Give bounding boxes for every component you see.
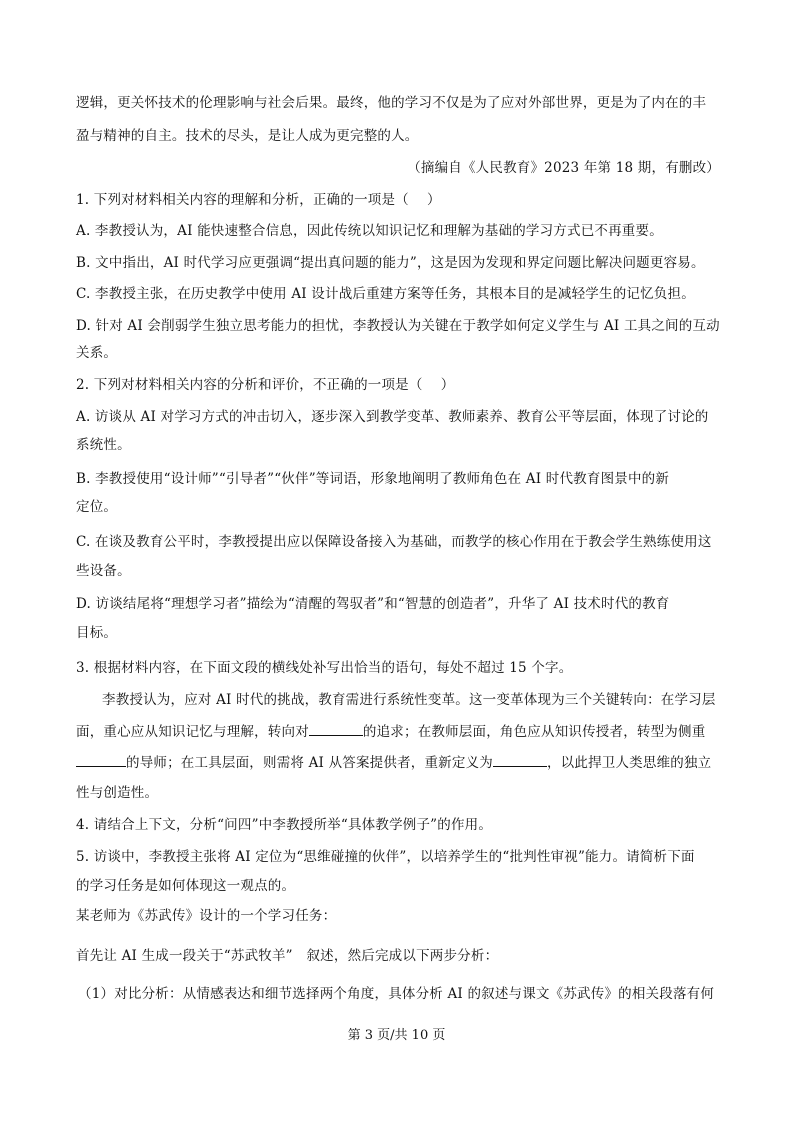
q3-text: 的追求；在教师层面，角色应从知识传授者，转型为侧重: [362, 724, 706, 740]
text-line: 盈与精神的自主。技术的尽头，是让人成为更完整的人。: [76, 128, 419, 144]
task-analysis-1: （1）对比分析：从情感表达和细节选择两个角度，具体分析 AI 的叙述与课文《苏武传》的相关段落有何: [78, 986, 715, 1002]
question-3: 3. 根据材料内容，在下面文段的横线处补写出恰当的语句，每处不超过 15 个字。: [76, 660, 573, 676]
question-5-cont: 的学习任务是如何体现这一观点的。: [76, 878, 296, 894]
q3-text: 的导师；在工具层面，则需将 AI 从答案提供者，重新定义为: [126, 755, 493, 771]
option-a-cont: 系统性。: [76, 437, 131, 453]
task-intro: 某老师为《苏武传》设计的一个学习任务：: [76, 908, 337, 924]
option-c: C. 李教授主张，在历史教学中使用 AI 设计战后重建方案等任务，其根本目的是减轻学生的记忆负担。: [76, 286, 695, 302]
q3-text: 面，重心应从知识记忆与理解，转向对: [76, 724, 309, 740]
q3-text: ，以此捍卫人类思维的独立: [546, 755, 712, 771]
question-4: 4. 请结合上下文，分析“问四”中李教授所举“具体教学例子”的作用。: [76, 817, 493, 833]
page-number: 第 3 页/共 10 页: [347, 1028, 446, 1043]
q3-paragraph-line: 李教授认为，应对 AI 时代的挑战，教育需进行系统性变革。这一变革体现为三个关键转向：在学习层: [102, 692, 716, 708]
source-citation: （摘编自《人民教育》2023 年第 18 期，有删改）: [407, 160, 720, 176]
question-2: 2. 下列对材料相关内容的分析和评价，不正确的一项是（ ）: [76, 377, 455, 393]
option-b: B. 文中指出，AI 时代学习应更强调“提出真问题的能力”，这是因为发现和界定问题比解决问题更容易。: [76, 255, 705, 271]
question-1: 1. 下列对材料相关内容的理解和分析，正确的一项是（ ）: [76, 192, 441, 208]
option-b-cont: 定位。: [76, 499, 118, 515]
option-a: A. 访谈从 AI 对学习方式的冲击切入，逐步深入到教学变革、教师素养、教育公平等层面，体现了讨论的: [76, 409, 709, 425]
option-b: B. 李教授使用“设计师”“引导者”“伙伴”等词语，形象地阐明了教师角色在 AI 时代教育图景中的新: [76, 471, 670, 487]
option-c-cont: 些设备。: [76, 563, 131, 579]
text-line: 逻辑，更关怀技术的伦理影响与社会后果。最终，他的学习不仅是为了应对外部世界，更是为了内在的丰: [76, 95, 707, 111]
question-5: 5. 访谈中，李教授主张将 AI 定位为“思维碰撞的伙伴”，以培养学生的“批判性审视”能力。请简析下面: [76, 849, 695, 865]
task-step: 首先让 AI 生成一段关于“苏武牧羊” 叙述，然后完成以下两步分析：: [76, 948, 499, 964]
option-d-cont: 关系。: [76, 345, 118, 361]
option-a: A. 李教授认为，AI 能快速整合信息，因此传统以知识记忆和理解为基础的学习方式已不再重要。: [76, 223, 663, 239]
option-c: C. 在谈及教育公平时，李教授提出应以保障设备接入为基础，而教学的核心作用在于教会学生熟练使用这: [76, 534, 712, 550]
option-d-cont: 目标。: [76, 625, 118, 641]
answer-blank[interactable]: [76, 752, 126, 767]
q3-paragraph-line: [76, 721, 721, 742]
answer-blank[interactable]: [493, 752, 547, 767]
q3-paragraph-line: [76, 752, 721, 773]
option-d: D. 访谈结尾将“理想学习者”描绘为“清醒的驾驭者”和“智慧的创造者”，升华了 AI 技术时代的教育: [76, 596, 670, 612]
q3-paragraph-line: 性与创造性。: [76, 785, 159, 801]
answer-blank[interactable]: [309, 721, 363, 736]
option-d: D. 针对 AI 会削弱学生独立思考能力的担忧，李教授认为关键在于教学如何定义学生与 AI 工具之间的互动: [76, 318, 720, 334]
